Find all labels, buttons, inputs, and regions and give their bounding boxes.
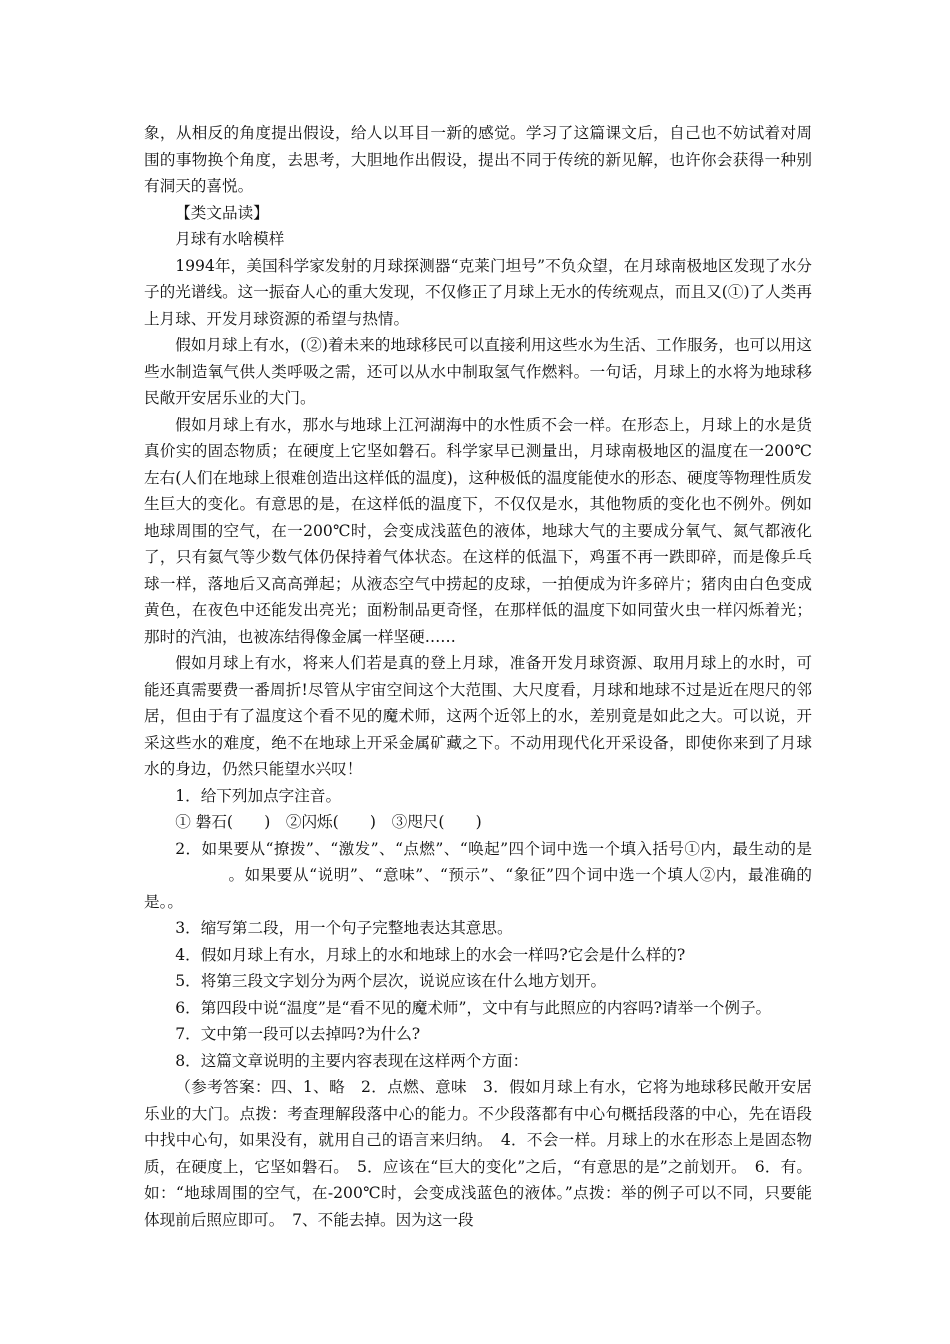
article-paragraph-4: 假如月球上有水，将来人们若是真的登上月球，准备开发月球资源、取用月球上的水时，可能还真需要费一番周折!尽管从宇宙空间这个大范围、大尺度看，月球和地球不过是近在咫尺的邻居，但由于有了温度这个看不见的魔术师，这两个近邻上的水，差别竟是如此之大。可以说，开采这些水的难度，绝不在地球上开采金属矿藏之下。不动用现代化开采设备，即使你来到了月球水的身边，仍然只能望水兴叹！ xyxy=(144,654,812,778)
question-1: 1．给下列加点字注音。 xyxy=(175,786,342,805)
article-paragraph-2: 假如月球上有水，(②)着未来的地球移民可以直接利用这些水为生活、工作服务，也可以用这些水制造氧气供人类呼吸之需，还可以从水中制取氢气作燃料。一句话，月球上的水将为地球移民敞开安居乐业的大门。 xyxy=(144,336,812,407)
document-page xyxy=(144,120,812,1233)
question-2-part-2: 。如果要从“说明”、“意味”、“预示”、“象征”四个词中选一个填人②内，最准确的是。。 xyxy=(144,866,812,911)
question-2 xyxy=(144,836,812,916)
question-7: 7．文中第一段可以去掉吗?为什么? xyxy=(175,1025,421,1043)
question-5: 5．将第三段文字划分为两个层次，说说应该在什么地方划开。 xyxy=(175,972,607,990)
article-paragraph-1: 1994年，美国科学家发射的月球探测器“克莱门坦号”不负众望，在月球南极地区发现了水分子的光谱线。这一振奋人心的重大发现，不仅修正了月球上无水的传统观点，而且又(①)了人类再上月球、开发月球资源的希望与热情。 xyxy=(144,256,812,328)
question-3: 3．缩写第二段，用一个句子完整地表达其意思。 xyxy=(175,919,513,937)
article-title: 月球有水啥模样 xyxy=(175,230,285,248)
question-1-items: ① 磐石( ) ②闪烁( ) ③咫尺( ) xyxy=(175,813,482,831)
reference-answers: （参考答案：四、1、略 2．点燃、意味 3．假如月球上有水，它将为地球移民敞开安居乐业的大门。点拨：考查理解段落中心的能力。不少段落都有中心句概括段落的中心，先在语段中找中心句，如果没有，就用自己的语言来归纳。 4．不会一样。月球上的水在形态上是固态物质，在硬度上，它坚如磐石。 5．应该在“巨大的变化”之后，“有意思的是”之前划开。 6．有。如：“地球周围的空气，在-200℃时，会变成浅蓝色的液体。”点拨：举的例子可以不同，只要能体现前后照应即可。 7、不能去掉。因为这一段 xyxy=(144,1078,812,1229)
intro-paragraph: 象，从相反的角度提出假设，给人以耳目一新的感觉。学习了这篇课文后，自己也不妨试着对周围的事物换个角度，去思考，大胆地作出假设，提出不同于传统的新见解，也许你会获得一种别有洞天的喜悦。 xyxy=(144,124,812,195)
article-paragraph-3: 假如月球上有水，那水与地球上江河湖海中的水性质不会一样。在形态上，月球上的水是货真价实的固态物质；在硬度上它坚如磐石。科学家早已测量出，月球南极地区的温度在一200℃左右(人们在地球上很难创造出这样低的温度)，这种极低的温度能使水的形态、硬度等物理性质发生巨大的变化。有意思的是，在这样低的温度下，不仅仅是水，其他物质的变化也不例外。例如地球周围的空气，在一200℃时，会变成浅蓝色的液体，地球大气的主要成分氧气、氮气都液化了，只有氦气等少数气体仍保持着气体状态。在这样的低温下，鸡蛋不再一跌即碎，而是像乒乓球一样，落地后又高高弹起；从液态空气中捞起的皮球，一拍便成为许多碎片；猪肉由白色变成黄色，在夜色中还能发出亮光；面粉制品更奇怪，在那样低的温度下如同萤火虫一样闪烁着光；那时的汽油，也被冻结得像金属一样坚硬…… xyxy=(144,415,812,646)
section-heading: 【类文品读】 xyxy=(175,203,269,222)
question-2-part-1: 2．如果要从“撩拨”、“激发”、“点燃”、“唤起”四个词中选一个填入括号①内，最生动的是 xyxy=(175,839,812,858)
question-8: 8．这篇文章说明的主要内容表现在这样两个方面： xyxy=(175,1051,529,1070)
question-4: 4．假如月球上有水，月球上的水和地球上的水会一样吗?它会是什么样的? xyxy=(175,945,686,964)
question-6: 6．第四段中说“温度”是“看不见的魔术师”，文中有与此照应的内容吗?请举一个例子。 xyxy=(175,998,772,1017)
